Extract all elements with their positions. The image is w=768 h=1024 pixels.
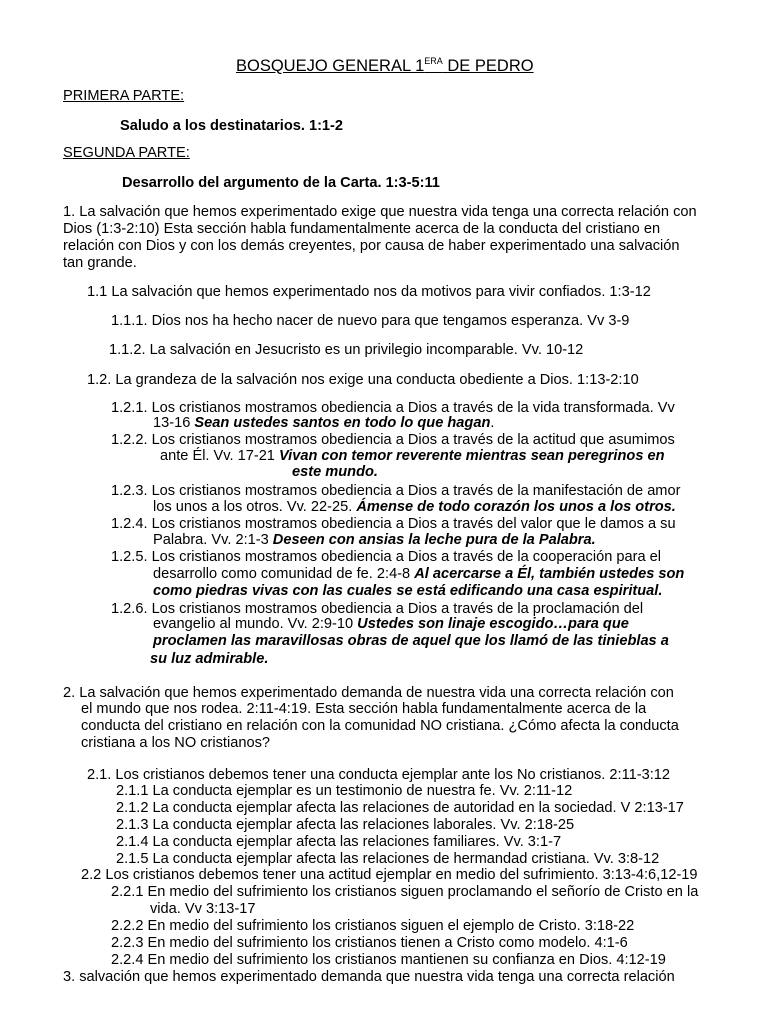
item-1-2-3: 1.2.3. Los cristianos mostramos obediencia a Dios a través de la manifestación de amor <box>111 483 681 499</box>
item-2-1: 2.1. Los cristianos debemos tener una conducta ejemplar ante los No cristianos. 2:11-3:12 <box>87 767 671 783</box>
second-part-label: SEGUNDA PARTE: <box>63 145 190 161</box>
section3-intro-line: 3. salvación que hemos experimentado demanda que nuestra vida tenga una correcta relación <box>63 969 675 985</box>
item-1-1-2: 1.1.2. La salvación en Jesucristo es un privilegio incomparable. Vv. 10-12 <box>109 342 584 358</box>
item-1-2-6-cont: evangelio al mundo. Vv. 2:9-10 Ustedes son linaje escogido…para que <box>153 616 629 632</box>
item-2-2-x: 2.2.4 En medio del sufrimiento los cristianos mantienen su confianza en Dios. 4:12-19 <box>111 952 666 968</box>
section2-intro-line: conducta del cristiano en relación con la comunidad NO cristiana. ¿Cómo afecta la conducta <box>81 718 679 734</box>
section2-intro-line: el mundo que nos rodea. 2:11-4:19. Esta sección habla fundamentalmente acerca de la <box>81 701 647 717</box>
section2-intro-line: cristiana a los NO cristianos? <box>81 735 270 751</box>
item-1-2-4: 1.2.4. Los cristianos mostramos obediencia a Dios a través del valor que le damos a su <box>111 516 676 532</box>
item-1-2-4-cont: Palabra. Vv. 2:1-3 Deseen con ansias la leche pura de la Palabra. <box>153 532 596 548</box>
item-1-2-2: 1.2.2. Los cristianos mostramos obediencia a Dios a través de la actitud que asumimos <box>111 432 675 448</box>
second-part-heading: Desarrollo del argumento de la Carta. 1:3-5:11 <box>122 175 440 191</box>
item-1-1-1: 1.1.1. Dios nos ha hecho nacer de nuevo para que tengamos esperanza. Vv 3-9 <box>111 313 630 329</box>
section1-intro-line: 1. La salvación que hemos experimentado exige que nuestra vida tenga una correcta relación con <box>63 204 697 220</box>
item-2-2-x: 2.2.2 En medio del sufrimiento los cristianos siguen el ejemplo de Cristo. 3:18-22 <box>111 918 635 934</box>
item-2-2: 2.2 Los cristianos debemos tener una actitud ejemplar en medio del sufrimiento. 3:13-4:6,12-19 <box>81 867 698 883</box>
item-2-1-x: 2.1.2 La conducta ejemplar afecta las relaciones de autoridad en la sociedad. V 2:13-17 <box>116 800 684 816</box>
scripture-quote: Deseen con ansias la leche pura de la Palabra. <box>272 532 596 548</box>
scripture-quote: Vivan con temor reverente mientras sean peregrinos en <box>278 448 665 464</box>
section2-intro-line: 2. La salvación que hemos experimentado demanda de nuestra vida una correcta relación con <box>63 685 674 701</box>
item-1-1: 1.1 La salvación que hemos experimentado nos da motivos para vivir confiados. 1:3-12 <box>87 284 651 300</box>
scripture-quote: este mundo. <box>292 464 378 480</box>
section1-intro-line: Dios (1:3-2:10) Esta sección habla fundamentalmente acerca de la conducta del cristiano en <box>63 221 661 237</box>
scripture-quote: su luz admirable. <box>150 651 269 667</box>
scripture-quote: Ustedes son linaje escogido…para que <box>357 616 629 632</box>
item-2-2-x: 2.2.3 En medio del sufrimiento los cristianos tienen a Cristo como modelo. 4:1-6 <box>111 935 628 951</box>
item-1-2: 1.2. La grandeza de la salvación nos exige una conducta obediente a Dios. 1:13-2:10 <box>87 372 639 388</box>
item-1-2-3-cont: los unos a los otros. Vv. 22-25. Ámense de todo corazón los unos a los otros. <box>153 499 676 515</box>
first-part-label: PRIMERA PARTE: <box>63 88 185 104</box>
item-1-2-5-cont: desarrollo como comunidad de fe. 2:4-8 Al acercarse a Él, también ustedes son <box>153 566 685 582</box>
item-2-1-x: 2.1.1 La conducta ejemplar es un testimonio de nuestra fe. Vv. 2:11-12 <box>116 783 573 799</box>
item-1-2-6: 1.2.6. Los cristianos mostramos obediencia a Dios a través de la proclamación del <box>111 601 644 617</box>
scripture-quote: Al acercarse a Él, también ustedes son <box>414 566 685 582</box>
scripture-quote: Ámense de todo corazón los unos a los otros. <box>356 499 676 515</box>
item-2-2-1-cont: vida. Vv 3:13-17 <box>150 901 256 917</box>
scripture-quote: Sean ustedes santos en todo lo que hagan <box>194 415 491 431</box>
item-1-2-2-cont: ante Él. Vv. 17-21 Vivan con temor reverente mientras sean peregrinos en <box>160 448 665 464</box>
scripture-quote: proclamen las maravillosas obras de aquel que los llamó de las tinieblas a <box>153 633 669 649</box>
section1-intro-line: tan grande. <box>63 255 137 271</box>
item-2-1-x: 2.1.5 La conducta ejemplar afecta las relaciones de hermandad cristiana. Vv. 3:8-12 <box>116 851 660 867</box>
item-1-2-1-cont: 13-16 Sean ustedes santos en todo lo que hagan. <box>153 415 495 431</box>
first-part-heading: Saludo a los destinatarios. 1:1-2 <box>120 118 344 134</box>
item-1-2-5: 1.2.5. Los cristianos mostramos obediencia a Dios a través de la cooperación para el <box>111 549 661 565</box>
scripture-quote: como piedras vivas con las cuales se está edificando una casa espiritual. <box>153 583 663 599</box>
document-title: BOSQUEJO GENERAL $1^{ERA}$ DE PEDRO <box>236 56 534 75</box>
section1-intro-line: relación con Dios y con los demás creyentes, por causa de haber experimentado una salvación <box>63 238 680 254</box>
item-2-1-x: 2.1.3 La conducta ejemplar afecta las relaciones laborales. Vv. 2:18-25 <box>116 817 575 833</box>
item-2-2-1: 2.2.1 En medio del sufrimiento los cristianos siguen proclamando el señorío de Cristo en la <box>111 884 699 900</box>
item-2-1-x: 2.1.4 La conducta ejemplar afecta las relaciones familiares. Vv. 3:1-7 <box>116 834 562 850</box>
item-1-2-1: 1.2.1. Los cristianos mostramos obediencia a Dios a través de la vida transformada. Vv <box>111 400 675 416</box>
